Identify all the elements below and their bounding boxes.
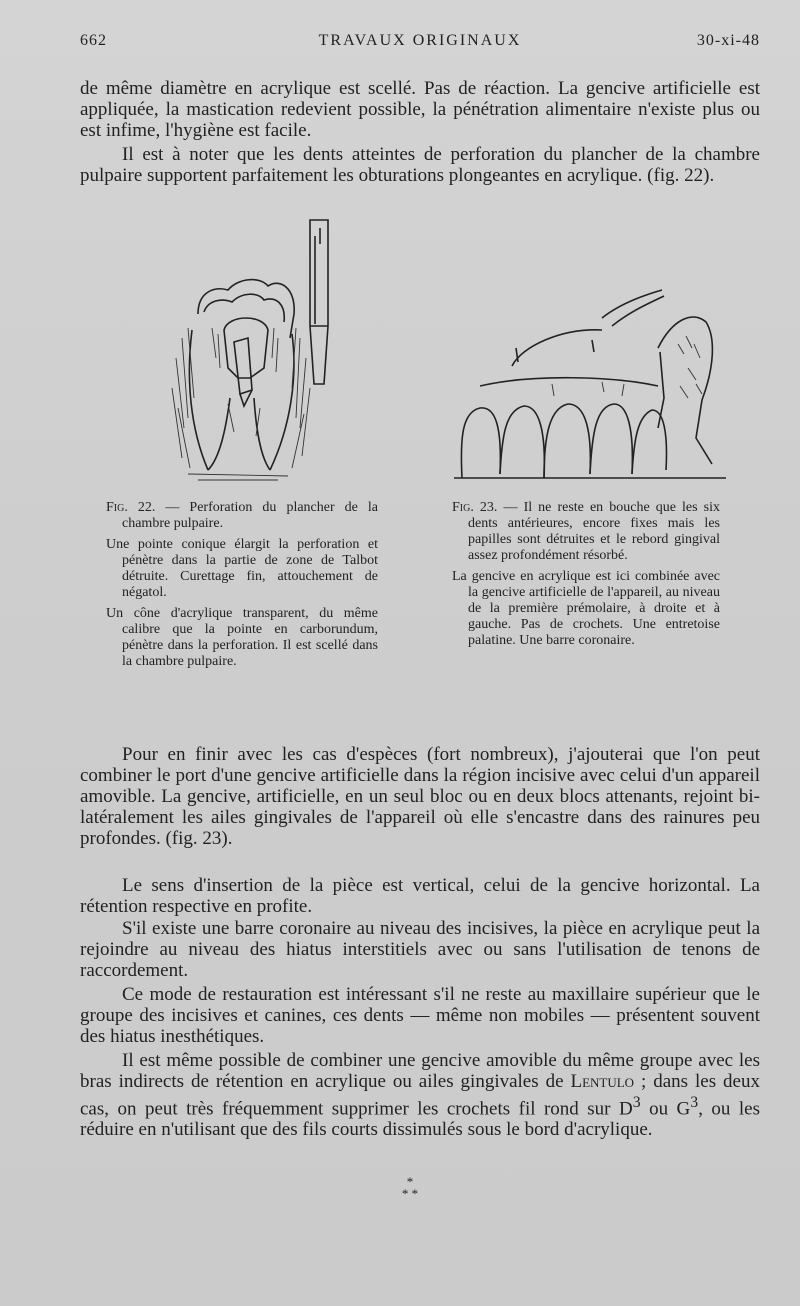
text-run: , ou les réduire en n'utilisant que des fils courts dissimulés sous le bord d'acrylique. xyxy=(80,1098,761,1141)
text-run: ou G xyxy=(640,1098,691,1120)
superscript: 3 xyxy=(632,1094,641,1111)
superscript: 3 xyxy=(690,1094,699,1111)
page-number: 662 xyxy=(80,32,107,49)
figure-22-caption-title: — Perforation du plancher de la chambre pulpaire. xyxy=(122,500,378,531)
asterism-bottom: * * xyxy=(401,1186,419,1201)
figure-22-caption xyxy=(106,500,378,675)
section-asterism xyxy=(380,1176,440,1200)
text-run: Il est même possible de combiner une gencive amovible du même groupe avec les bras indirects de rétention en acrylique ou ailes gingivales de xyxy=(80,1050,760,1092)
paragraph-continuation: de même diamètre en acrylique est scellé. Pas de réaction. La gencive artificielle est appliquée, la mastication redevient possible, la pénétration alimentaire n'existe plus ou est infime, l'hygiène est facile. xyxy=(80,78,760,141)
figure-23-caption-title: — Il ne reste en bouche que les six dents antérieures, encore fixes mais les papilles sont détruites et le rebord gingival assez profondément résorbé. xyxy=(468,500,720,563)
asterism-top: * xyxy=(406,1174,414,1189)
figure-23-caption-detail: La gencive en acrylique est ici combinée avec la gencive artificielle de l'appareil, au niveau de la première prémolaire, à droite et à gauche. Pas de crochets. Une entretoise palatine. Une barre coronaire. xyxy=(452,569,720,648)
running-header xyxy=(80,32,760,54)
figure-22-tooth-illustration xyxy=(168,218,358,484)
paragraph-barre-coronaire: S'il existe une barre coronaire au niveau des incisives, la pièce en acrylique peut la rejoindre au niveau des hiatus interstitiels avec ou sans l'utilisation de tenons de raccordement. xyxy=(80,918,760,981)
author-name: Lentulo xyxy=(570,1071,635,1092)
figure-23-teeth-illustration xyxy=(452,288,726,482)
paragraph-mode-restauration: Ce mode de restauration est intéressant s'il ne reste au maxillaire supérieur que le groupe des incisives et canines, ces dents — même non mobiles — présentent souvent des hiatus inesthétiques. xyxy=(80,984,760,1047)
figure-22-caption-step-2: Un cône d'acrylique transparent, du même calibre que la pointe en carborundum, pénètre dans la perforation. Il est scellé dans la chambre pulpaire. xyxy=(106,606,378,669)
paragraph-cas-especes: Pour en finir avec les cas d'espèces (fort nombreux), j'ajouterai que l'on peut combiner le port d'une gencive artificielle dans la région incisive avec celui d'un appareil amovible. La gencive, artificielle, en un seul bloc ou en deux blocs attenants, rejoint bi-latéralement les ailes gingivales de l'appareil où elle s'encastre dans des rainures peu profondes. (fig. 23). xyxy=(80,744,760,849)
text-run: ; dans les deux cas, on peut très fréquemment supprimer les crochets fil rond sur D xyxy=(80,1071,760,1120)
figure-23-caption xyxy=(452,500,720,654)
paragraph-gencive-amovible xyxy=(80,1050,760,1140)
paragraph-sens-insertion: Le sens d'insertion de la pièce est vertical, celui de la gencive horizontal. La rétention respective en profite. xyxy=(80,875,760,917)
figure-22-label: Fig. 22. xyxy=(106,500,156,515)
paragraph-perforation-note: Il est à noter que les dents atteintes de perforation du plancher de la chambre pulpaire supportent parfaitement les obturations plongeantes en acrylique. (fig. 22). xyxy=(80,144,760,186)
running-title: TRAVAUX ORIGINAUX xyxy=(318,32,522,49)
header-date: 30-xi-48 xyxy=(696,32,760,49)
figure-23-label: Fig. 23. xyxy=(452,500,498,515)
figure-22-caption-step-1: Une pointe conique élargit la perforation et pénètre dans la partie de zone de Talbot détruite. Curettage fin, attouchement de négatol. xyxy=(106,537,378,600)
